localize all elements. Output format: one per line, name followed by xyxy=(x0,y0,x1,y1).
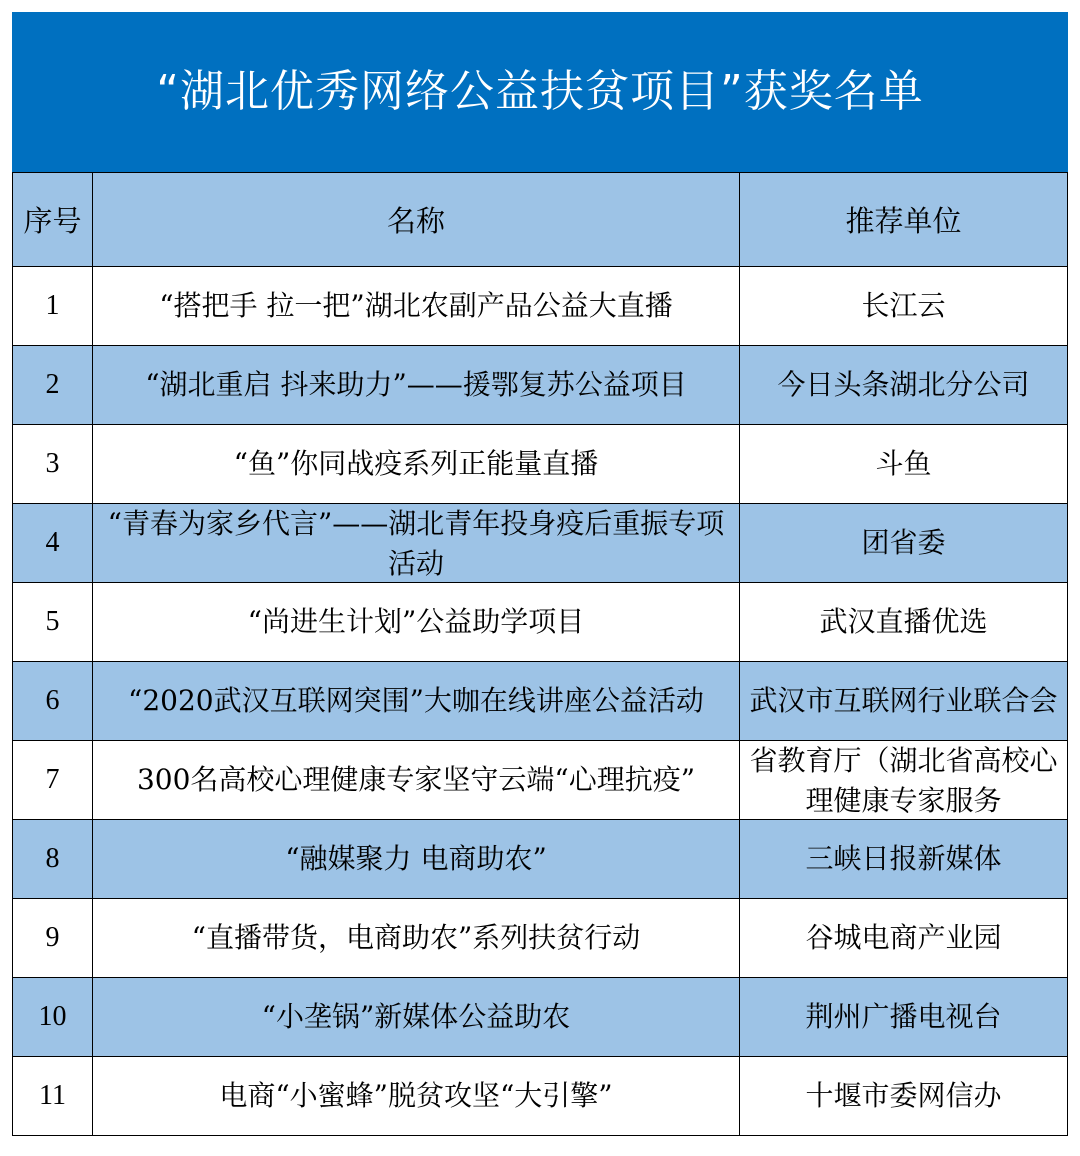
row-unit-text: 长江云 xyxy=(861,289,946,322)
table-row xyxy=(13,741,1068,820)
table-row xyxy=(13,899,1068,978)
row-unit-text: 斗鱼 xyxy=(875,447,932,480)
row-name-text: “尚进生计划”公益助学项目 xyxy=(247,605,585,638)
table-row xyxy=(13,978,1068,1057)
row-name xyxy=(93,1057,740,1136)
row-name-text: “鱼”你同战疫系列正能量直播 xyxy=(233,447,599,480)
row-name-text: 电商“小蜜蜂”脱贫攻坚“大引擎” xyxy=(219,1079,613,1112)
row-name xyxy=(93,504,740,583)
row-name-text: “小垄锅”新媒体公益助农 xyxy=(261,1000,571,1033)
row-name xyxy=(93,741,740,820)
row-unit xyxy=(740,267,1068,346)
page-title: “湖北优秀网络公益扶贫项目”获奖名单 xyxy=(156,66,924,117)
row-name xyxy=(93,425,740,504)
row-unit xyxy=(740,583,1068,662)
row-unit-text: 武汉市互联网行业联合会 xyxy=(749,684,1058,717)
row-unit-text: 武汉直播优选 xyxy=(819,605,988,638)
row-name-text: “直播带货，电商助农”系列扶贫行动 xyxy=(191,921,641,954)
row-unit-text: 荆州广播电视台 xyxy=(805,1000,1002,1033)
row-unit xyxy=(740,1057,1068,1136)
row-unit-text: 团省委 xyxy=(861,526,946,559)
row-no: 7 xyxy=(13,741,93,820)
header-no: 序号 xyxy=(13,173,93,267)
header-name: 名称 xyxy=(93,173,740,267)
row-unit xyxy=(740,346,1068,425)
row-unit xyxy=(740,425,1068,504)
row-unit-text: 今日头条湖北分公司 xyxy=(777,368,1030,401)
row-name xyxy=(93,899,740,978)
row-name-text: “搭把手 拉一把”湖北农副产品公益大直播 xyxy=(159,289,673,322)
row-name xyxy=(93,583,740,662)
row-unit xyxy=(740,504,1068,583)
row-no: 10 xyxy=(13,978,93,1057)
table-row xyxy=(13,504,1068,583)
header-unit: 推荐单位 xyxy=(740,173,1068,267)
row-unit xyxy=(740,978,1068,1057)
row-no: 11 xyxy=(13,1057,93,1136)
row-no: 3 xyxy=(13,425,93,504)
row-name xyxy=(93,346,740,425)
table-row xyxy=(13,820,1068,899)
row-unit-text: 谷城电商产业园 xyxy=(805,921,1002,954)
row-no: 1 xyxy=(13,267,93,346)
row-unit-text: 十堰市委网信办 xyxy=(805,1079,1002,1112)
table-row xyxy=(13,662,1068,741)
row-unit xyxy=(740,820,1068,899)
title-banner xyxy=(12,12,1068,172)
table-row xyxy=(13,425,1068,504)
table-row xyxy=(13,583,1068,662)
row-unit xyxy=(740,899,1068,978)
row-name xyxy=(93,820,740,899)
row-no: 4 xyxy=(13,504,93,583)
row-name xyxy=(93,978,740,1057)
row-unit xyxy=(740,662,1068,741)
awards-table xyxy=(12,172,1068,1136)
row-name-text: “青春为家乡代言”——湖北青年投身疫后重振专项活动 xyxy=(107,507,725,580)
row-no: 9 xyxy=(13,899,93,978)
row-name-text: “湖北重启 抖来助力”——援鄂复苏公益项目 xyxy=(145,368,687,401)
row-unit xyxy=(740,741,1068,820)
table-row xyxy=(13,267,1068,346)
table-row xyxy=(13,346,1068,425)
row-unit-text: 三峡日报新媒体 xyxy=(805,842,1002,875)
row-no: 6 xyxy=(13,662,93,741)
row-no: 5 xyxy=(13,583,93,662)
row-name xyxy=(93,662,740,741)
row-name-text: 300名高校心理健康专家坚守云端“心理抗疫” xyxy=(136,763,696,796)
row-name-text: “融媒聚力 电商助农” xyxy=(285,842,547,875)
row-unit-text: 省教育厅（湖北省高校心理健康专家服务 xyxy=(749,744,1058,817)
row-name-text: “2020武汉互联网突围”大咖在线讲座公益活动 xyxy=(128,684,704,717)
table-header-row xyxy=(13,173,1068,267)
row-no: 8 xyxy=(13,820,93,899)
row-name xyxy=(93,267,740,346)
row-no: 2 xyxy=(13,346,93,425)
table-row xyxy=(13,1057,1068,1136)
